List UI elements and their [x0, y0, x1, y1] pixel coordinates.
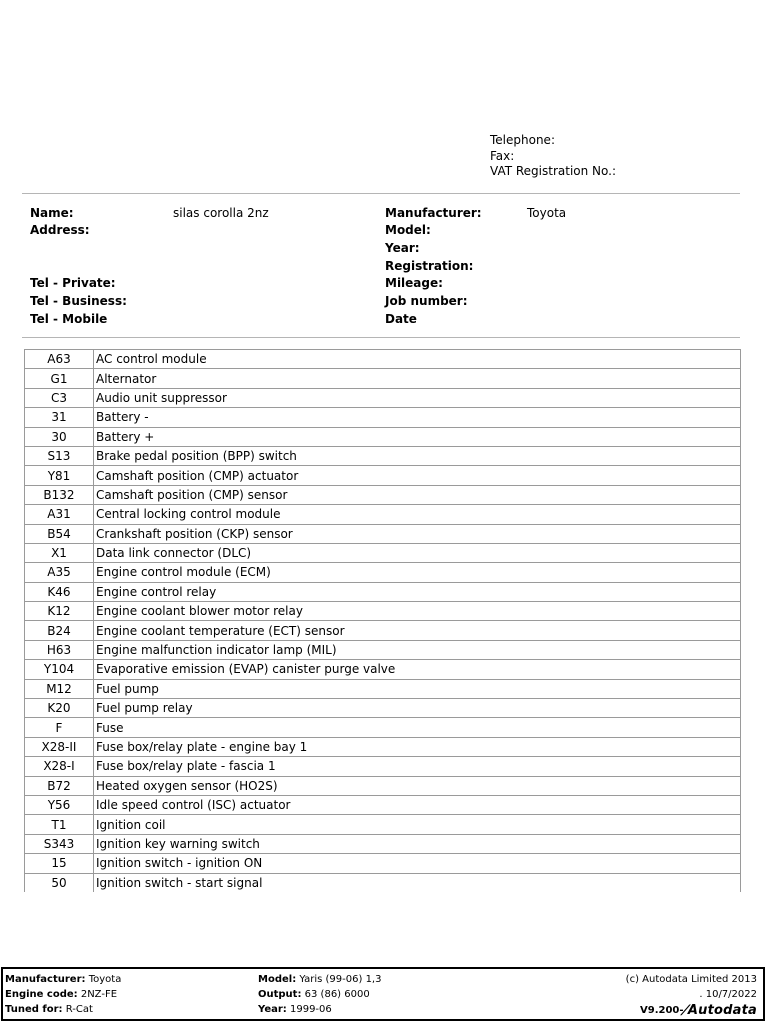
table-row [25, 699, 741, 718]
component-code: B72 [25, 776, 94, 795]
component-name: Data link connector (DLC) [94, 543, 741, 562]
footer-version: V9.200- [640, 1005, 684, 1016]
mileage-label: Mileage: [385, 276, 443, 290]
telephone-label: Telephone: [490, 133, 555, 147]
component-name: Audio unit suppressor [94, 388, 741, 407]
footer-tuned-for: Tuned for: R-Cat [5, 1004, 93, 1015]
component-name: Engine malfunction indicator lamp (MIL) [94, 640, 741, 659]
component-name: Ignition switch - ignition ON [94, 854, 741, 873]
component-name: AC control module [94, 350, 741, 369]
component-code: B132 [25, 485, 94, 504]
component-code: S343 [25, 834, 94, 853]
table-row [25, 718, 741, 737]
component-code: S13 [25, 446, 94, 465]
component-code: A31 [25, 505, 94, 524]
component-code: 15 [25, 854, 94, 873]
table-row [25, 640, 741, 659]
component-code: F [25, 718, 94, 737]
component-name: Ignition switch - start signal [94, 873, 741, 892]
manufacturer-label: Manufacturer: [385, 206, 482, 220]
table-row [25, 466, 741, 485]
table-row [25, 369, 741, 388]
table-row [25, 582, 741, 601]
component-name: Brake pedal position (BPP) switch [94, 446, 741, 465]
table-row [25, 660, 741, 679]
table-row [25, 834, 741, 853]
component-code: Y56 [25, 795, 94, 814]
footer-year: Year: 1999-06 [258, 1004, 332, 1015]
component-name: Engine coolant blower motor relay [94, 602, 741, 621]
component-name: Crankshaft position (CKP) sensor [94, 524, 741, 543]
component-name: Battery + [94, 427, 741, 446]
component-code: K20 [25, 699, 94, 718]
component-code: X28-I [25, 757, 94, 776]
name-label: Name: [30, 206, 74, 220]
footer-model: Model: Yaris (99-06) 1,3 [258, 974, 382, 985]
component-code: A35 [25, 563, 94, 582]
component-code: C3 [25, 388, 94, 407]
address-label: Address: [30, 223, 90, 237]
component-code: B24 [25, 621, 94, 640]
table-row [25, 427, 741, 446]
component-code: H63 [25, 640, 94, 659]
table-row [25, 388, 741, 407]
table-row [25, 679, 741, 698]
vat-label: VAT Registration No.: [490, 164, 617, 178]
tel-mobile-label: Tel - Mobile [30, 312, 108, 326]
table-row [25, 795, 741, 814]
component-name: Engine control module (ECM) [94, 563, 741, 582]
table-row [25, 737, 741, 756]
table-row [25, 408, 741, 427]
table-row [25, 621, 741, 640]
component-code: B54 [25, 524, 94, 543]
table-row [25, 524, 741, 543]
component-name: Battery - [94, 408, 741, 427]
table-row [25, 563, 741, 582]
component-name: Engine coolant temperature (ECT) sensor [94, 621, 741, 640]
registration-label: Registration: [385, 259, 474, 273]
contact-block [490, 133, 616, 180]
component-code: X28-II [25, 737, 94, 756]
logo-slash-icon: / [680, 1003, 691, 1018]
name-value: silas corolla 2nz [173, 206, 269, 220]
footer-copyright: (c) Autodata Limited 2013 [625, 974, 757, 985]
year-label: Year: [385, 241, 420, 255]
component-code: A63 [25, 350, 94, 369]
table-row [25, 602, 741, 621]
component-code: M12 [25, 679, 94, 698]
component-code: K12 [25, 602, 94, 621]
footer-panel [1, 967, 765, 1021]
component-name: Idle speed control (ISC) actuator [94, 795, 741, 814]
component-name: Central locking control module [94, 505, 741, 524]
footer-engine-code: Engine code: 2NZ-FE [5, 989, 118, 1000]
job-number-label: Job number: [385, 294, 468, 308]
component-code: Y104 [25, 660, 94, 679]
divider-middle [22, 337, 740, 338]
component-name: Heated oxygen sensor (HO2S) [94, 776, 741, 795]
component-name: Camshaft position (CMP) actuator [94, 466, 741, 485]
component-name: Fuse box/relay plate - fascia 1 [94, 757, 741, 776]
component-code: K46 [25, 582, 94, 601]
component-name: Alternator [94, 369, 741, 388]
table-row [25, 485, 741, 504]
component-code: Y81 [25, 466, 94, 485]
table-row [25, 505, 741, 524]
component-name: Ignition key warning switch [94, 834, 741, 853]
footer-date: . 10/7/2022 [699, 989, 757, 1000]
table-row [25, 776, 741, 795]
component-name: Fuel pump [94, 679, 741, 698]
manufacturer-value: Toyota [527, 206, 567, 220]
component-name: Fuse [94, 718, 741, 737]
components-table [24, 349, 741, 892]
component-name: Ignition coil [94, 815, 741, 834]
table-row [25, 854, 741, 873]
table-row [25, 350, 741, 369]
component-code: 30 [25, 427, 94, 446]
model-label: Model: [385, 223, 431, 237]
table-row [25, 446, 741, 465]
component-name: Evaporative emission (EVAP) canister purge valve [94, 660, 741, 679]
divider-top [22, 193, 740, 194]
component-code: G1 [25, 369, 94, 388]
footer-output: Output: 63 (86) 6000 [258, 989, 370, 1000]
table-row [25, 543, 741, 562]
component-code: T1 [25, 815, 94, 834]
component-code: 31 [25, 408, 94, 427]
tel-private-label: Tel - Private: [30, 276, 116, 290]
component-name: Engine control relay [94, 582, 741, 601]
date-label: Date [385, 312, 417, 326]
table-row [25, 815, 741, 834]
component-code: X1 [25, 543, 94, 562]
table-row [25, 757, 741, 776]
table-row [25, 873, 741, 892]
component-code: 50 [25, 873, 94, 892]
footer-manufacturer: Manufacturer: Toyota [5, 974, 122, 985]
tel-business-label: Tel - Business: [30, 294, 127, 308]
component-name: Fuel pump relay [94, 699, 741, 718]
component-name: Camshaft position (CMP) sensor [94, 485, 741, 504]
component-name: Fuse box/relay plate - engine bay 1 [94, 737, 741, 756]
fax-label: Fax: [490, 148, 515, 163]
autodata-logo: /Autodata [680, 1003, 757, 1018]
